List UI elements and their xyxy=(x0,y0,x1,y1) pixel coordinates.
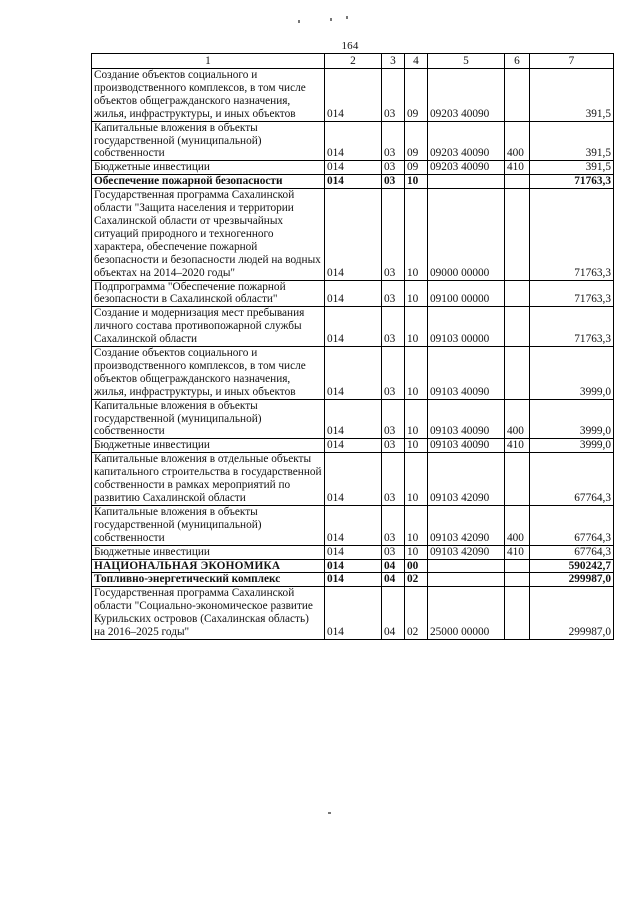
row-amount: 391,5 xyxy=(530,69,614,122)
row-subsection-code: 10 xyxy=(405,505,428,545)
row-section-code: 04 xyxy=(382,573,405,587)
row-subsection-code: 02 xyxy=(405,587,428,640)
row-target-code: 09100 00000 xyxy=(428,280,505,307)
row-ministry-code: 014 xyxy=(325,161,382,175)
row-expense-type-code: 410 xyxy=(505,161,530,175)
row-section-code: 03 xyxy=(382,189,405,280)
row-amount: 391,5 xyxy=(530,121,614,161)
row-subsection-code: 10 xyxy=(405,399,428,439)
row-target-code: 09103 42090 xyxy=(428,545,505,559)
row-target-code xyxy=(428,559,505,573)
row-amount: 299987,0 xyxy=(530,573,614,587)
table-row xyxy=(92,121,614,161)
table-row xyxy=(92,175,614,189)
row-name: Капитальные вложения в объекты государственной (муниципальной) собственности xyxy=(92,505,325,545)
row-amount: 3999,0 xyxy=(530,347,614,400)
table-row xyxy=(92,347,614,400)
row-name: Капитальные вложения в отдельные объекты капитального строительства в государственной собственности в рамках мероприятий по развитию Сахалинской области xyxy=(92,453,325,506)
row-ministry-code: 014 xyxy=(325,399,382,439)
row-name: Бюджетные инвестиции xyxy=(92,439,325,453)
row-name: Топливно-энергетический комплекс xyxy=(92,573,325,587)
table-row xyxy=(92,545,614,559)
row-subsection-code: 09 xyxy=(405,121,428,161)
table-body xyxy=(92,69,614,640)
row-section-code: 03 xyxy=(382,121,405,161)
row-expense-type-code: 400 xyxy=(505,121,530,161)
col-header-7: 7 xyxy=(530,54,614,69)
row-ministry-code: 014 xyxy=(325,573,382,587)
table-row xyxy=(92,161,614,175)
scan-artifact-mark xyxy=(330,18,332,21)
row-ministry-code: 014 xyxy=(325,175,382,189)
row-target-code: 09203 40090 xyxy=(428,161,505,175)
row-name: Создание объектов социального и производственного комплексов, в том числе объектов общегражданского назначения, жилья, инфраструктуры, и иных объектов xyxy=(92,69,325,122)
scan-artifact-mark xyxy=(346,16,348,19)
row-ministry-code: 014 xyxy=(325,559,382,573)
row-target-code xyxy=(428,175,505,189)
table-row xyxy=(92,69,614,122)
row-ministry-code: 014 xyxy=(325,453,382,506)
row-name: НАЦИОНАЛЬНАЯ ЭКОНОМИКА xyxy=(92,559,325,573)
row-subsection-code: 02 xyxy=(405,573,428,587)
row-expense-type-code xyxy=(505,69,530,122)
row-expense-type-code xyxy=(505,559,530,573)
row-name: Подпрограмма "Обеспечение пожарной безопасности в Сахалинской области" xyxy=(92,280,325,307)
row-name: Бюджетные инвестиции xyxy=(92,161,325,175)
row-expense-type-code: 400 xyxy=(505,505,530,545)
row-amount: 71763,3 xyxy=(530,175,614,189)
row-amount: 67764,3 xyxy=(530,545,614,559)
row-name: Создание объектов социального и производственного комплексов, в том числе объектов общегражданского назначения, жилья, инфраструктуры, и иных объектов xyxy=(92,347,325,400)
row-name: Бюджетные инвестиции xyxy=(92,545,325,559)
row-expense-type-code xyxy=(505,280,530,307)
row-target-code: 09103 00000 xyxy=(428,307,505,347)
table-row xyxy=(92,439,614,453)
header-row xyxy=(92,54,614,69)
row-amount: 3999,0 xyxy=(530,399,614,439)
table-row xyxy=(92,559,614,573)
table-row xyxy=(92,399,614,439)
row-target-code: 09103 40090 xyxy=(428,347,505,400)
row-expense-type-code: 410 xyxy=(505,545,530,559)
row-target-code: 25000 00000 xyxy=(428,587,505,640)
row-target-code: 09203 40090 xyxy=(428,69,505,122)
row-ministry-code: 014 xyxy=(325,121,382,161)
row-target-code: 09000 00000 xyxy=(428,189,505,280)
row-target-code: 09103 42090 xyxy=(428,505,505,545)
row-expense-type-code xyxy=(505,587,530,640)
row-subsection-code: 10 xyxy=(405,545,428,559)
row-amount: 590242,7 xyxy=(530,559,614,573)
table-row xyxy=(92,280,614,307)
col-header-4: 4 xyxy=(405,54,428,69)
page-number: 164 xyxy=(341,40,359,52)
scan-artifact-mark xyxy=(298,20,300,23)
row-ministry-code: 014 xyxy=(325,307,382,347)
table-row xyxy=(92,307,614,347)
budget-table xyxy=(91,53,614,640)
row-amount: 71763,3 xyxy=(530,280,614,307)
row-subsection-code: 10 xyxy=(405,439,428,453)
row-ministry-code: 014 xyxy=(325,347,382,400)
col-header-2: 2 xyxy=(325,54,382,69)
row-section-code: 03 xyxy=(382,307,405,347)
row-section-code: 03 xyxy=(382,453,405,506)
row-target-code: 09203 40090 xyxy=(428,121,505,161)
row-subsection-code: 10 xyxy=(405,175,428,189)
row-target-code xyxy=(428,573,505,587)
row-expense-type-code: 400 xyxy=(505,399,530,439)
row-ministry-code: 014 xyxy=(325,280,382,307)
row-amount: 71763,3 xyxy=(530,307,614,347)
row-section-code: 03 xyxy=(382,505,405,545)
row-subsection-code: 10 xyxy=(405,347,428,400)
row-amount: 299987,0 xyxy=(530,587,614,640)
scan-artifact-mark xyxy=(328,812,331,814)
col-header-5: 5 xyxy=(428,54,505,69)
row-expense-type-code: 410 xyxy=(505,439,530,453)
table-row xyxy=(92,505,614,545)
row-subsection-code: 10 xyxy=(405,280,428,307)
row-expense-type-code xyxy=(505,175,530,189)
row-section-code: 04 xyxy=(382,587,405,640)
col-header-1: 1 xyxy=(92,54,325,69)
row-section-code: 03 xyxy=(382,175,405,189)
row-amount: 67764,3 xyxy=(530,505,614,545)
row-name: Капитальные вложения в объекты государственной (муниципальной) собственности xyxy=(92,399,325,439)
table-row xyxy=(92,587,614,640)
row-section-code: 03 xyxy=(382,69,405,122)
row-name: Государственная программа Сахалинской области "Защита населения и территории Сахалинской области от чрезвычайных ситуаций природного и техногенного характера, обеспечение пожарной безопасности и безопасности людей на водных объектах на 2014–2020 годы" xyxy=(92,189,325,280)
row-name: Обеспечение пожарной безопасности xyxy=(92,175,325,189)
row-section-code: 04 xyxy=(382,559,405,573)
row-target-code: 09103 42090 xyxy=(428,453,505,506)
row-amount: 67764,3 xyxy=(530,453,614,506)
row-section-code: 03 xyxy=(382,347,405,400)
row-subsection-code: 10 xyxy=(405,189,428,280)
row-name: Создание и модернизация мест пребывания личного состава противопожарной службы Сахалинской области xyxy=(92,307,325,347)
row-expense-type-code xyxy=(505,453,530,506)
row-section-code: 03 xyxy=(382,161,405,175)
row-amount: 3999,0 xyxy=(530,439,614,453)
row-amount: 391,5 xyxy=(530,161,614,175)
row-ministry-code: 014 xyxy=(325,587,382,640)
row-ministry-code: 014 xyxy=(325,505,382,545)
row-name: Государственная программа Сахалинской области "Социально-экономическое развитие Курильских островов (Сахалинская область) на 2016–2025 годы" xyxy=(92,587,325,640)
row-expense-type-code xyxy=(505,307,530,347)
row-subsection-code: 09 xyxy=(405,69,428,122)
row-subsection-code: 00 xyxy=(405,559,428,573)
table-row xyxy=(92,453,614,506)
row-section-code: 03 xyxy=(382,439,405,453)
row-subsection-code: 10 xyxy=(405,307,428,347)
row-subsection-code: 09 xyxy=(405,161,428,175)
col-header-6: 6 xyxy=(505,54,530,69)
row-ministry-code: 014 xyxy=(325,69,382,122)
row-expense-type-code xyxy=(505,189,530,280)
row-ministry-code: 014 xyxy=(325,189,382,280)
row-amount: 71763,3 xyxy=(530,189,614,280)
row-section-code: 03 xyxy=(382,280,405,307)
row-section-code: 03 xyxy=(382,399,405,439)
row-section-code: 03 xyxy=(382,545,405,559)
table-row xyxy=(92,573,614,587)
row-expense-type-code xyxy=(505,573,530,587)
row-subsection-code: 10 xyxy=(405,453,428,506)
table-row xyxy=(92,189,614,280)
row-ministry-code: 014 xyxy=(325,439,382,453)
row-target-code: 09103 40090 xyxy=(428,439,505,453)
row-expense-type-code xyxy=(505,347,530,400)
row-name: Капитальные вложения в объекты государственной (муниципальной) собственности xyxy=(92,121,325,161)
row-target-code: 09103 40090 xyxy=(428,399,505,439)
row-ministry-code: 014 xyxy=(325,545,382,559)
col-header-3: 3 xyxy=(382,54,405,69)
